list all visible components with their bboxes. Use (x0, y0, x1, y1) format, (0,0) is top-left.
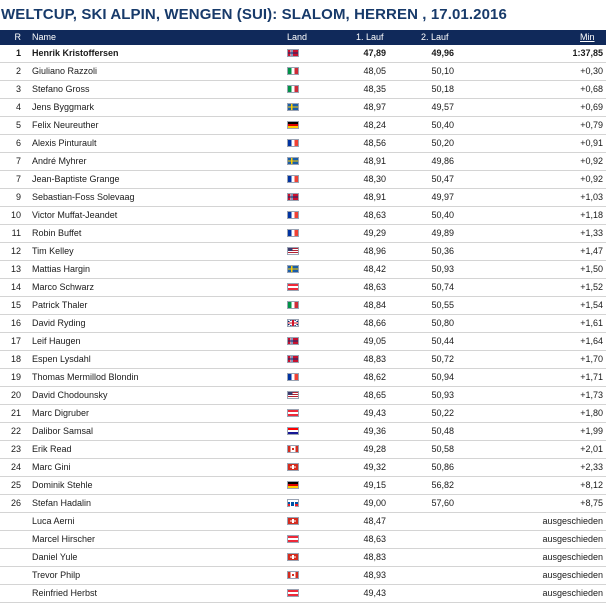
run1-time: 49,36 (363, 426, 386, 436)
athlete-name: David Chodounsky (32, 390, 108, 400)
rank-cell: 2 (15, 66, 21, 76)
total-time: +1,70 (580, 354, 603, 364)
run1-time: 48,83 (363, 552, 386, 562)
rank-cell: 6 (15, 138, 21, 148)
run1-time: 48,65 (363, 390, 386, 400)
run1-time: 48,30 (363, 174, 386, 184)
athlete-name: Dalibor Samsal (32, 426, 94, 436)
athlete-name: Henrik Kristoffersen (32, 48, 119, 58)
run1-time: 48,91 (363, 156, 386, 166)
athlete-name: André Myhrer (32, 156, 87, 166)
run1-time: 47,89 (363, 48, 386, 58)
rank-cell: 10 (10, 210, 21, 220)
rank-cell: 20 (10, 390, 21, 400)
run1-time: 48,84 (363, 300, 386, 310)
athlete-name: Sebastian-Foss Solevaag (32, 192, 135, 202)
table-row (0, 585, 606, 603)
run1-time: 49,28 (363, 444, 386, 454)
total-time: +1,73 (580, 390, 603, 400)
run2-time: 50,44 (431, 336, 454, 346)
run2-time: 50,22 (431, 408, 454, 418)
results-table (0, 45, 606, 603)
rank-cell: 22 (10, 426, 21, 436)
run1-time: 48,63 (363, 210, 386, 220)
country-flag-icon (287, 355, 299, 363)
rank-cell: 13 (10, 264, 21, 274)
athlete-name: Erik Read (32, 444, 72, 454)
total-time: ausgeschieden (542, 570, 603, 580)
run1-time: 49,32 (363, 462, 386, 472)
total-time: +2,33 (580, 462, 603, 472)
athlete-name: Marc Gini (32, 462, 71, 472)
rank-cell: 15 (10, 300, 21, 310)
country-flag-icon (287, 49, 299, 57)
run1-time: 48,91 (363, 192, 386, 202)
athlete-name: Felix Neureuther (32, 120, 99, 130)
total-time: +1,64 (580, 336, 603, 346)
column-header-name[interactable]: Name (32, 32, 57, 42)
athlete-name: Mattias Hargin (32, 264, 91, 274)
athlete-name: Thomas Mermillod Blondin (32, 372, 139, 382)
table-header (0, 30, 606, 45)
run1-time: 49,05 (363, 336, 386, 346)
table-row (0, 369, 606, 387)
run1-time: 48,96 (363, 246, 386, 256)
run1-time: 49,43 (363, 588, 386, 598)
total-time: +8,75 (580, 498, 603, 508)
total-time: +1,71 (580, 372, 603, 382)
total-time: +8,12 (580, 480, 603, 490)
table-row (0, 189, 606, 207)
total-time: +0,68 (580, 84, 603, 94)
table-row (0, 261, 606, 279)
country-flag-icon (287, 211, 299, 219)
athlete-name: Trevor Philp (32, 570, 81, 580)
table-row (0, 549, 606, 567)
run2-time: 50,80 (431, 318, 454, 328)
country-flag-icon (287, 463, 299, 471)
table-row (0, 243, 606, 261)
country-flag-icon (287, 553, 299, 561)
country-flag-icon (287, 247, 299, 255)
country-flag-icon (287, 337, 299, 345)
run2-time: 50,36 (431, 246, 454, 256)
run2-time: 50,47 (431, 174, 454, 184)
total-time: +1,52 (580, 282, 603, 292)
athlete-name: Espen Lysdahl (32, 354, 91, 364)
total-time: ausgeschieden (542, 534, 603, 544)
athlete-name: Luca Aerni (32, 516, 75, 526)
country-flag-icon (287, 175, 299, 183)
country-flag-icon (287, 589, 299, 597)
run2-time: 50,86 (431, 462, 454, 472)
run2-time: 50,40 (431, 210, 454, 220)
rank-cell: 7 (15, 174, 21, 184)
rank-cell: 11 (11, 228, 21, 238)
total-time: ausgeschieden (542, 552, 603, 562)
total-time: +1,33 (580, 228, 603, 238)
total-time: +0,92 (580, 174, 603, 184)
table-row (0, 333, 606, 351)
country-flag-icon (287, 301, 299, 309)
country-flag-icon (287, 67, 299, 75)
run1-time: 48,47 (363, 516, 386, 526)
table-row (0, 45, 606, 63)
total-time: +0,79 (580, 120, 603, 130)
rank-cell: 18 (10, 354, 21, 364)
total-time: +1,99 (580, 426, 603, 436)
athlete-name: Alexis Pinturault (32, 138, 97, 148)
run1-time: 48,56 (363, 138, 386, 148)
athlete-name: Jens Byggmark (32, 102, 95, 112)
column-header-total[interactable]: Min (580, 32, 595, 42)
run2-time: 49,89 (431, 228, 454, 238)
run2-time: 50,55 (431, 300, 454, 310)
table-row (0, 441, 606, 459)
rank-cell: 25 (10, 480, 21, 490)
total-time: ausgeschieden (542, 588, 603, 598)
total-time: +0,92 (580, 156, 603, 166)
table-row (0, 135, 606, 153)
run1-time: 49,43 (363, 408, 386, 418)
table-row (0, 531, 606, 549)
run2-time: 49,86 (431, 156, 454, 166)
country-flag-icon (287, 409, 299, 417)
run1-time: 48,63 (363, 282, 386, 292)
country-flag-icon (287, 373, 299, 381)
table-row (0, 567, 606, 585)
column-header-run2[interactable]: 2. Lauf (421, 32, 449, 42)
table-row (0, 297, 606, 315)
total-time: +2,01 (580, 444, 603, 454)
rank-cell: 14 (10, 282, 21, 292)
athlete-name: David Ryding (32, 318, 86, 328)
run2-time: 50,72 (431, 354, 454, 364)
table-row (0, 423, 606, 441)
run1-time: 48,24 (363, 120, 386, 130)
table-row (0, 495, 606, 513)
total-time: +1,03 (580, 192, 603, 202)
run1-time: 48,05 (363, 66, 386, 76)
country-flag-icon (287, 85, 299, 93)
table-row (0, 513, 606, 531)
total-time: +1,47 (580, 246, 603, 256)
table-row (0, 405, 606, 423)
athlete-name: Robin Buffet (32, 228, 82, 238)
rank-cell: 24 (10, 462, 21, 472)
total-time: +0,69 (580, 102, 603, 112)
run2-time: 50,48 (431, 426, 454, 436)
rank-cell: 21 (10, 408, 21, 418)
run2-time: 50,93 (431, 264, 454, 274)
total-time: +1,61 (580, 318, 603, 328)
run2-time: 50,20 (431, 138, 454, 148)
total-time: +1,54 (580, 300, 603, 310)
total-time: 1:37,85 (572, 48, 603, 58)
run2-time: 50,40 (431, 120, 454, 130)
table-row (0, 387, 606, 405)
run2-time: 50,93 (431, 390, 454, 400)
athlete-name: Marco Schwarz (32, 282, 95, 292)
run1-time: 48,62 (363, 372, 386, 382)
athlete-name: Reinfried Herbst (32, 588, 98, 598)
total-time: +1,50 (580, 264, 603, 274)
run1-time: 49,00 (363, 498, 386, 508)
run2-time: 57,60 (431, 498, 454, 508)
table-row (0, 315, 606, 333)
rank-cell: 1 (15, 48, 21, 58)
total-time: +1,18 (580, 210, 603, 220)
table-row (0, 171, 606, 189)
total-time: +1,80 (580, 408, 603, 418)
rank-cell: 5 (15, 120, 21, 130)
run2-time: 50,58 (431, 444, 454, 454)
column-header-rank[interactable]: R (14, 32, 21, 42)
country-flag-icon (287, 319, 299, 327)
rank-cell: 3 (15, 84, 21, 94)
country-flag-icon (287, 229, 299, 237)
athlete-name: Giuliano Razzoli (32, 66, 98, 76)
total-time: +0,30 (580, 66, 603, 76)
athlete-name: Marcel Hirscher (32, 534, 96, 544)
country-flag-icon (287, 157, 299, 165)
run1-time: 48,42 (363, 264, 386, 274)
run2-time: 49,97 (431, 192, 454, 202)
rank-cell: 23 (10, 444, 21, 454)
table-row (0, 81, 606, 99)
athlete-name: Tim Kelley (32, 246, 74, 256)
country-flag-icon (287, 535, 299, 543)
table-row (0, 279, 606, 297)
country-flag-icon (287, 427, 299, 435)
country-flag-icon (287, 445, 299, 453)
athlete-name: Leif Haugen (32, 336, 81, 346)
athlete-name: Patrick Thaler (32, 300, 88, 310)
country-flag-icon (287, 193, 299, 201)
athlete-name: Dominik Stehle (32, 480, 93, 490)
total-time: ausgeschieden (542, 516, 603, 526)
rank-cell: 12 (10, 246, 21, 256)
table-row (0, 351, 606, 369)
run1-time: 48,35 (363, 84, 386, 94)
country-flag-icon (287, 121, 299, 129)
rank-cell: 9 (15, 192, 21, 202)
athlete-name: Victor Muffat-Jeandet (32, 210, 118, 220)
run2-time: 50,94 (431, 372, 454, 382)
athlete-name: Stefano Gross (32, 84, 90, 94)
table-row (0, 477, 606, 495)
run2-time: 49,96 (431, 48, 454, 58)
run1-time: 49,29 (363, 228, 386, 238)
country-flag-icon (287, 517, 299, 525)
country-flag-icon (287, 265, 299, 273)
run2-time: 50,18 (431, 84, 454, 94)
country-flag-icon (287, 481, 299, 489)
run2-time: 56,82 (431, 480, 454, 490)
page-title: WELTCUP, SKI ALPIN, WENGEN (SUI): SLALOM, HERREN , 17.01.2016 (1, 6, 507, 23)
table-row (0, 99, 606, 117)
country-flag-icon (287, 103, 299, 111)
run1-time: 48,63 (363, 534, 386, 544)
run1-time: 48,66 (363, 318, 386, 328)
rank-cell: 26 (10, 498, 21, 508)
rank-cell: 4 (15, 102, 21, 112)
table-row (0, 63, 606, 81)
table-row (0, 225, 606, 243)
run1-time: 48,97 (363, 102, 386, 112)
rank-cell: 16 (10, 318, 21, 328)
run1-time: 48,83 (363, 354, 386, 364)
run1-time: 49,15 (363, 480, 386, 490)
column-header-country[interactable]: Land (287, 32, 308, 42)
run2-time: 50,10 (431, 66, 454, 76)
athlete-name: Stefan Hadalin (32, 498, 92, 508)
run2-time: 49,57 (431, 102, 454, 112)
athlete-name: Jean-Baptiste Grange (32, 174, 120, 184)
run1-time: 48,93 (363, 570, 386, 580)
table-row (0, 153, 606, 171)
country-flag-icon (287, 283, 299, 291)
country-flag-icon (287, 499, 299, 507)
country-flag-icon (287, 571, 299, 579)
athlete-name: Daniel Yule (32, 552, 78, 562)
table-row (0, 207, 606, 225)
total-time: +0,91 (580, 138, 603, 148)
table-row (0, 117, 606, 135)
country-flag-icon (287, 391, 299, 399)
athlete-name: Marc Digruber (32, 408, 90, 418)
rank-cell: 17 (10, 336, 21, 346)
column-header-run1[interactable]: 1. Lauf (356, 32, 384, 42)
rank-cell: 7 (15, 156, 21, 166)
rank-cell: 19 (10, 372, 21, 382)
country-flag-icon (287, 139, 299, 147)
run2-time: 50,74 (431, 282, 454, 292)
table-row (0, 459, 606, 477)
